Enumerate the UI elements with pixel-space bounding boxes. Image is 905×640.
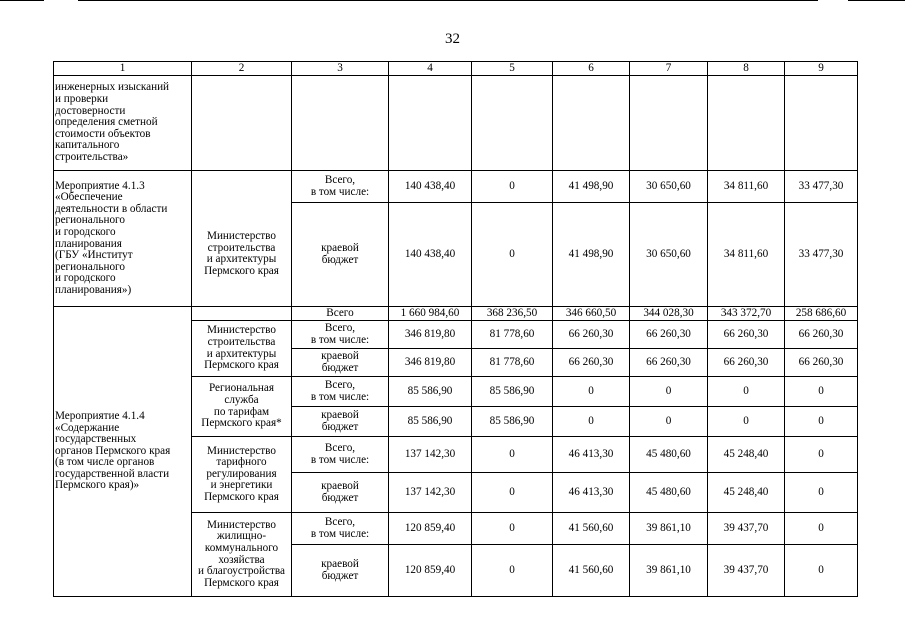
value-cell: 346 819,80 [389, 349, 472, 377]
value-cell: 0 [785, 407, 858, 437]
value-cell: 346 819,80 [389, 321, 472, 349]
funding-source: краевой бюджет [292, 473, 389, 513]
top-rule-left [0, 0, 44, 1]
value-cell: 1 660 984,60 [389, 307, 472, 321]
header-cell: 9 [785, 62, 858, 76]
header-cell: 3 [292, 62, 389, 76]
value-cell: 39 861,10 [630, 513, 708, 545]
page-number: 32 [445, 31, 460, 47]
header-cell: 6 [553, 62, 630, 76]
top-rule-center [78, 0, 818, 1]
funding-source: краевой бюджет [292, 349, 389, 377]
table-body [54, 62, 858, 597]
value-cell: 0 [785, 513, 858, 545]
value-cell: 81 778,60 [472, 321, 553, 349]
value-cell: 39 861,10 [630, 545, 708, 597]
value-cell: 140 438,40 [389, 171, 472, 203]
value-cell: 34 811,60 [708, 171, 785, 203]
value-cell: 33 477,30 [785, 203, 858, 307]
value-cell: 46 413,30 [553, 437, 630, 473]
value-cell: 41 560,60 [553, 545, 630, 597]
header-cell: 2 [192, 62, 292, 76]
value-cell: 30 650,60 [630, 171, 708, 203]
funding-source: Всего, в том числе: [292, 171, 389, 203]
value-cell: 45 248,40 [708, 473, 785, 513]
value-cell: 0 [553, 377, 630, 407]
value-cell: 0 [785, 545, 858, 597]
value-cell: 30 650,60 [630, 203, 708, 307]
total-row [54, 307, 858, 321]
value-cell: 0 [785, 473, 858, 513]
value-cell: 0 [630, 377, 708, 407]
value-cell: 85 586,90 [472, 407, 553, 437]
budget-table [53, 61, 858, 597]
empty-cell [630, 76, 708, 171]
value-cell: 346 660,50 [553, 307, 630, 321]
value-cell: 0 [472, 513, 553, 545]
value-cell: 140 438,40 [389, 203, 472, 307]
value-cell: 66 260,30 [785, 321, 858, 349]
value-cell: 45 480,60 [630, 473, 708, 513]
funding-source: Всего [292, 307, 389, 321]
value-cell: 0 [553, 407, 630, 437]
value-cell: 66 260,30 [630, 321, 708, 349]
header-cell: 1 [54, 62, 192, 76]
empty-cell [472, 76, 553, 171]
header-cell: 7 [630, 62, 708, 76]
value-cell: 85 586,90 [389, 377, 472, 407]
value-cell: 66 260,30 [785, 349, 858, 377]
executor-cell: Министерство тарифного регулирования и энергетики Пермского края [192, 437, 292, 513]
funding-source: Всего, в том числе: [292, 513, 389, 545]
funding-source: краевой бюджет [292, 407, 389, 437]
value-cell: 41 498,90 [553, 171, 630, 203]
funding-source: Всего, в том числе: [292, 321, 389, 349]
funding-source: краевой бюджет [292, 203, 389, 307]
empty-cell [785, 76, 858, 171]
value-cell: 0 [785, 377, 858, 407]
continuation-description: инженерных изысканий и проверки достоверности определения сметной стоимости объектов капитального строительства» [54, 76, 192, 171]
value-cell: 66 260,30 [553, 321, 630, 349]
value-cell: 0 [472, 171, 553, 203]
value-cell: 66 260,30 [553, 349, 630, 377]
activity-4-1-4-title: Мероприятие 4.1.4 «Содержание государственных органов Пермского края (в том числе органов государственной власти Пермского края)» [54, 307, 192, 597]
value-cell: 0 [708, 377, 785, 407]
value-cell: 66 260,30 [708, 349, 785, 377]
executor-cell: Министерство строительства и архитектуры Пермского края [192, 321, 292, 377]
value-cell: 0 [708, 407, 785, 437]
value-cell: 0 [472, 437, 553, 473]
funding-source: Всего, в том числе: [292, 377, 389, 407]
executor-cell [192, 307, 292, 321]
value-cell: 368 236,50 [472, 307, 553, 321]
header-cell: 5 [472, 62, 553, 76]
value-cell: 0 [472, 473, 553, 513]
top-rule-right [848, 0, 905, 1]
value-cell: 0 [785, 437, 858, 473]
empty-cell [192, 76, 292, 171]
value-cell: 45 480,60 [630, 437, 708, 473]
value-cell: 66 260,30 [630, 349, 708, 377]
funding-source: краевой бюджет [292, 545, 389, 597]
value-cell: 137 142,30 [389, 473, 472, 513]
continuation-row [54, 76, 858, 171]
value-cell: 137 142,30 [389, 437, 472, 473]
empty-cell [553, 76, 630, 171]
value-cell: 41 498,90 [553, 203, 630, 307]
executor-cell [192, 171, 292, 203]
value-cell: 46 413,30 [553, 473, 630, 513]
value-cell: 41 560,60 [553, 513, 630, 545]
empty-cell [292, 76, 389, 171]
value-cell: 85 586,90 [472, 377, 553, 407]
executor-cell: Министерство строительства и архитектуры Пермского края [192, 203, 292, 307]
value-cell: 258 686,60 [785, 307, 858, 321]
value-cell: 39 437,70 [708, 513, 785, 545]
value-cell: 120 859,40 [389, 513, 472, 545]
value-cell: 85 586,90 [389, 407, 472, 437]
value-cell: 34 811,60 [708, 203, 785, 307]
value-cell: 0 [472, 545, 553, 597]
value-cell: 81 778,60 [472, 349, 553, 377]
value-cell: 0 [472, 203, 553, 307]
funding-source: Всего, в том числе: [292, 437, 389, 473]
empty-cell [708, 76, 785, 171]
activity-4-1-3-title: Мероприятие 4.1.3 «Обеспечение деятельности в области регионального и городского планирования (ГБУ «Институт регионального и городского планирования») [54, 171, 192, 307]
header-row [54, 62, 858, 76]
value-cell: 0 [630, 407, 708, 437]
empty-cell [389, 76, 472, 171]
value-cell: 39 437,70 [708, 545, 785, 597]
header-cell: 4 [389, 62, 472, 76]
value-cell: 66 260,30 [708, 321, 785, 349]
value-cell: 33 477,30 [785, 171, 858, 203]
value-cell: 45 248,40 [708, 437, 785, 473]
value-cell: 344 028,30 [630, 307, 708, 321]
executor-cell: Региональная служба по тарифам Пермского края* [192, 377, 292, 437]
value-cell: 120 859,40 [389, 545, 472, 597]
value-cell: 343 372,70 [708, 307, 785, 321]
table-row [54, 171, 858, 203]
header-cell: 8 [708, 62, 785, 76]
executor-cell: Министерство жилищно- коммунального хозяйства и благоустройства Пермского края [192, 513, 292, 597]
